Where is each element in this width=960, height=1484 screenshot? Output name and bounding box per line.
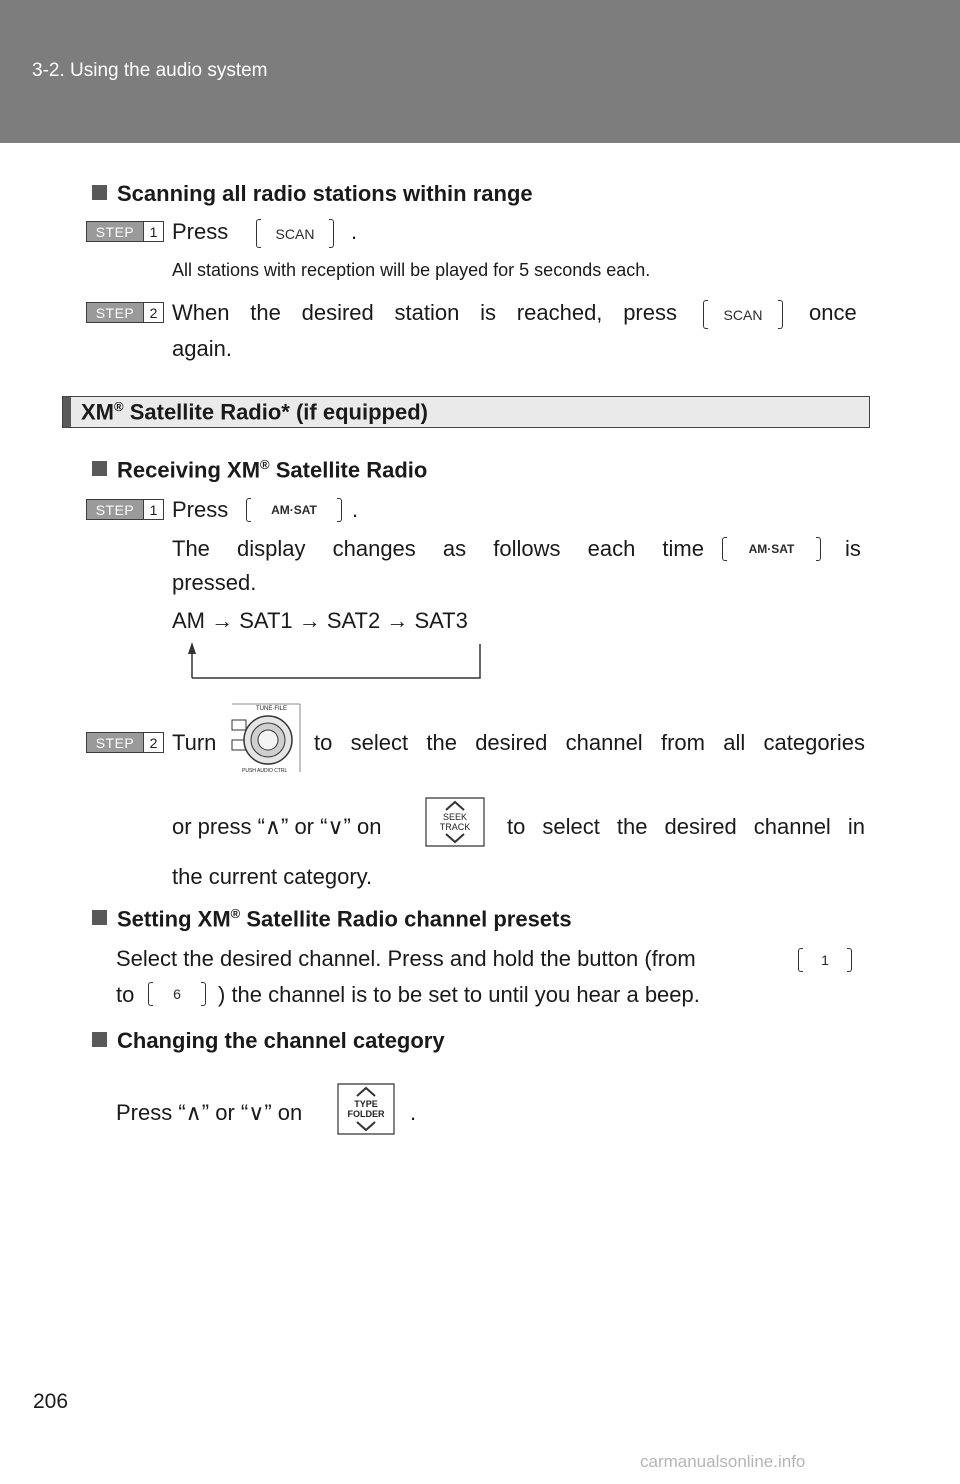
section-header-xm [62,396,870,428]
mode-sequence: AM → SAT1 → SAT2 → SAT3 [172,608,468,633]
scan-button-again[interactable]: SCAN [703,300,783,329]
seek-label: SEEK [442,812,468,822]
presets-line2: ) the channel is to be set to until you hear a beep. [218,982,700,1007]
step-1-badge: STEP 1 [86,221,164,242]
section-bar [63,397,71,427]
knob-label-bottom: PUSH AUDIO CTRL [242,768,288,774]
display-text: The display changes as follows each time [172,536,704,561]
track-label: TRACK [439,822,471,832]
turn-text: to select the desired channel from all categories [314,730,865,755]
square-bullet-icon [92,1032,107,1047]
scan-step2-text: When the desired station is reached, press [172,300,677,325]
presets-to: to [116,982,135,1007]
square-bullet-icon [92,910,107,925]
or-press-tail: to select the desired channel in [507,814,865,839]
step-2-badge: STEP 2 [86,302,164,323]
step-2-badge: STEP 2 [86,732,164,753]
square-bullet-icon [92,185,107,200]
am-sat-button-inline[interactable]: AM·SAT [722,537,821,561]
category-period: . [410,1100,417,1125]
scan-press-label: Press [172,219,229,244]
display-text-pressed: pressed. [172,570,257,595]
scan-note: All stations with reception will be played for 5 seconds each. [172,260,651,280]
tune-file-knob-icon[interactable] [228,700,306,776]
square-bullet-icon [92,461,107,476]
presets-heading: Setting XM® Satellite Radio channel presets [92,906,572,932]
page-header [0,0,960,143]
header-title: 3-2. Using the audio system [32,60,268,81]
receiving-period: . [352,497,359,522]
or-press-text: or press “∧” or “∨” on [172,814,382,839]
scan-period: . [351,219,358,244]
watermark: carmanualsonline.info [640,1452,806,1471]
seek-track-button[interactable] [424,796,486,848]
type-label: TYPE [354,1099,378,1109]
page-number: 206 [33,1390,69,1413]
scan-heading: Scanning all radio stations within range [92,181,533,207]
current-category-text: the current category. [172,864,373,889]
turn-label: Turn [172,730,217,755]
category-press-text: Press “∧” or “∨” on [116,1100,303,1125]
scan-step2-once: once [809,300,857,325]
cycle-arrow-icon [184,640,488,684]
am-sat-button[interactable]: AM·SAT [246,498,342,522]
preset-button-6[interactable]: 6 [148,982,206,1006]
knob-label-top: TUNE·FILE [256,706,288,712]
folder-label: FOLDER [347,1109,385,1119]
step-1-badge: STEP 1 [86,499,164,520]
receiving-heading: Receiving XM® Satellite Radio [92,457,427,483]
display-text-is: is [845,536,861,561]
scan-button[interactable]: SCAN [256,219,334,248]
receiving-press-label: Press [172,497,229,522]
type-folder-button[interactable] [336,1082,396,1136]
scan-step2-again: again. [172,336,232,361]
presets-line1: Select the desired channel. Press and hold the button (from [116,946,696,971]
category-heading: Changing the channel category [92,1028,445,1054]
preset-button-1[interactable]: 1 [798,948,852,972]
section-title: XM® Satellite Radio* (if equipped) [81,399,428,425]
